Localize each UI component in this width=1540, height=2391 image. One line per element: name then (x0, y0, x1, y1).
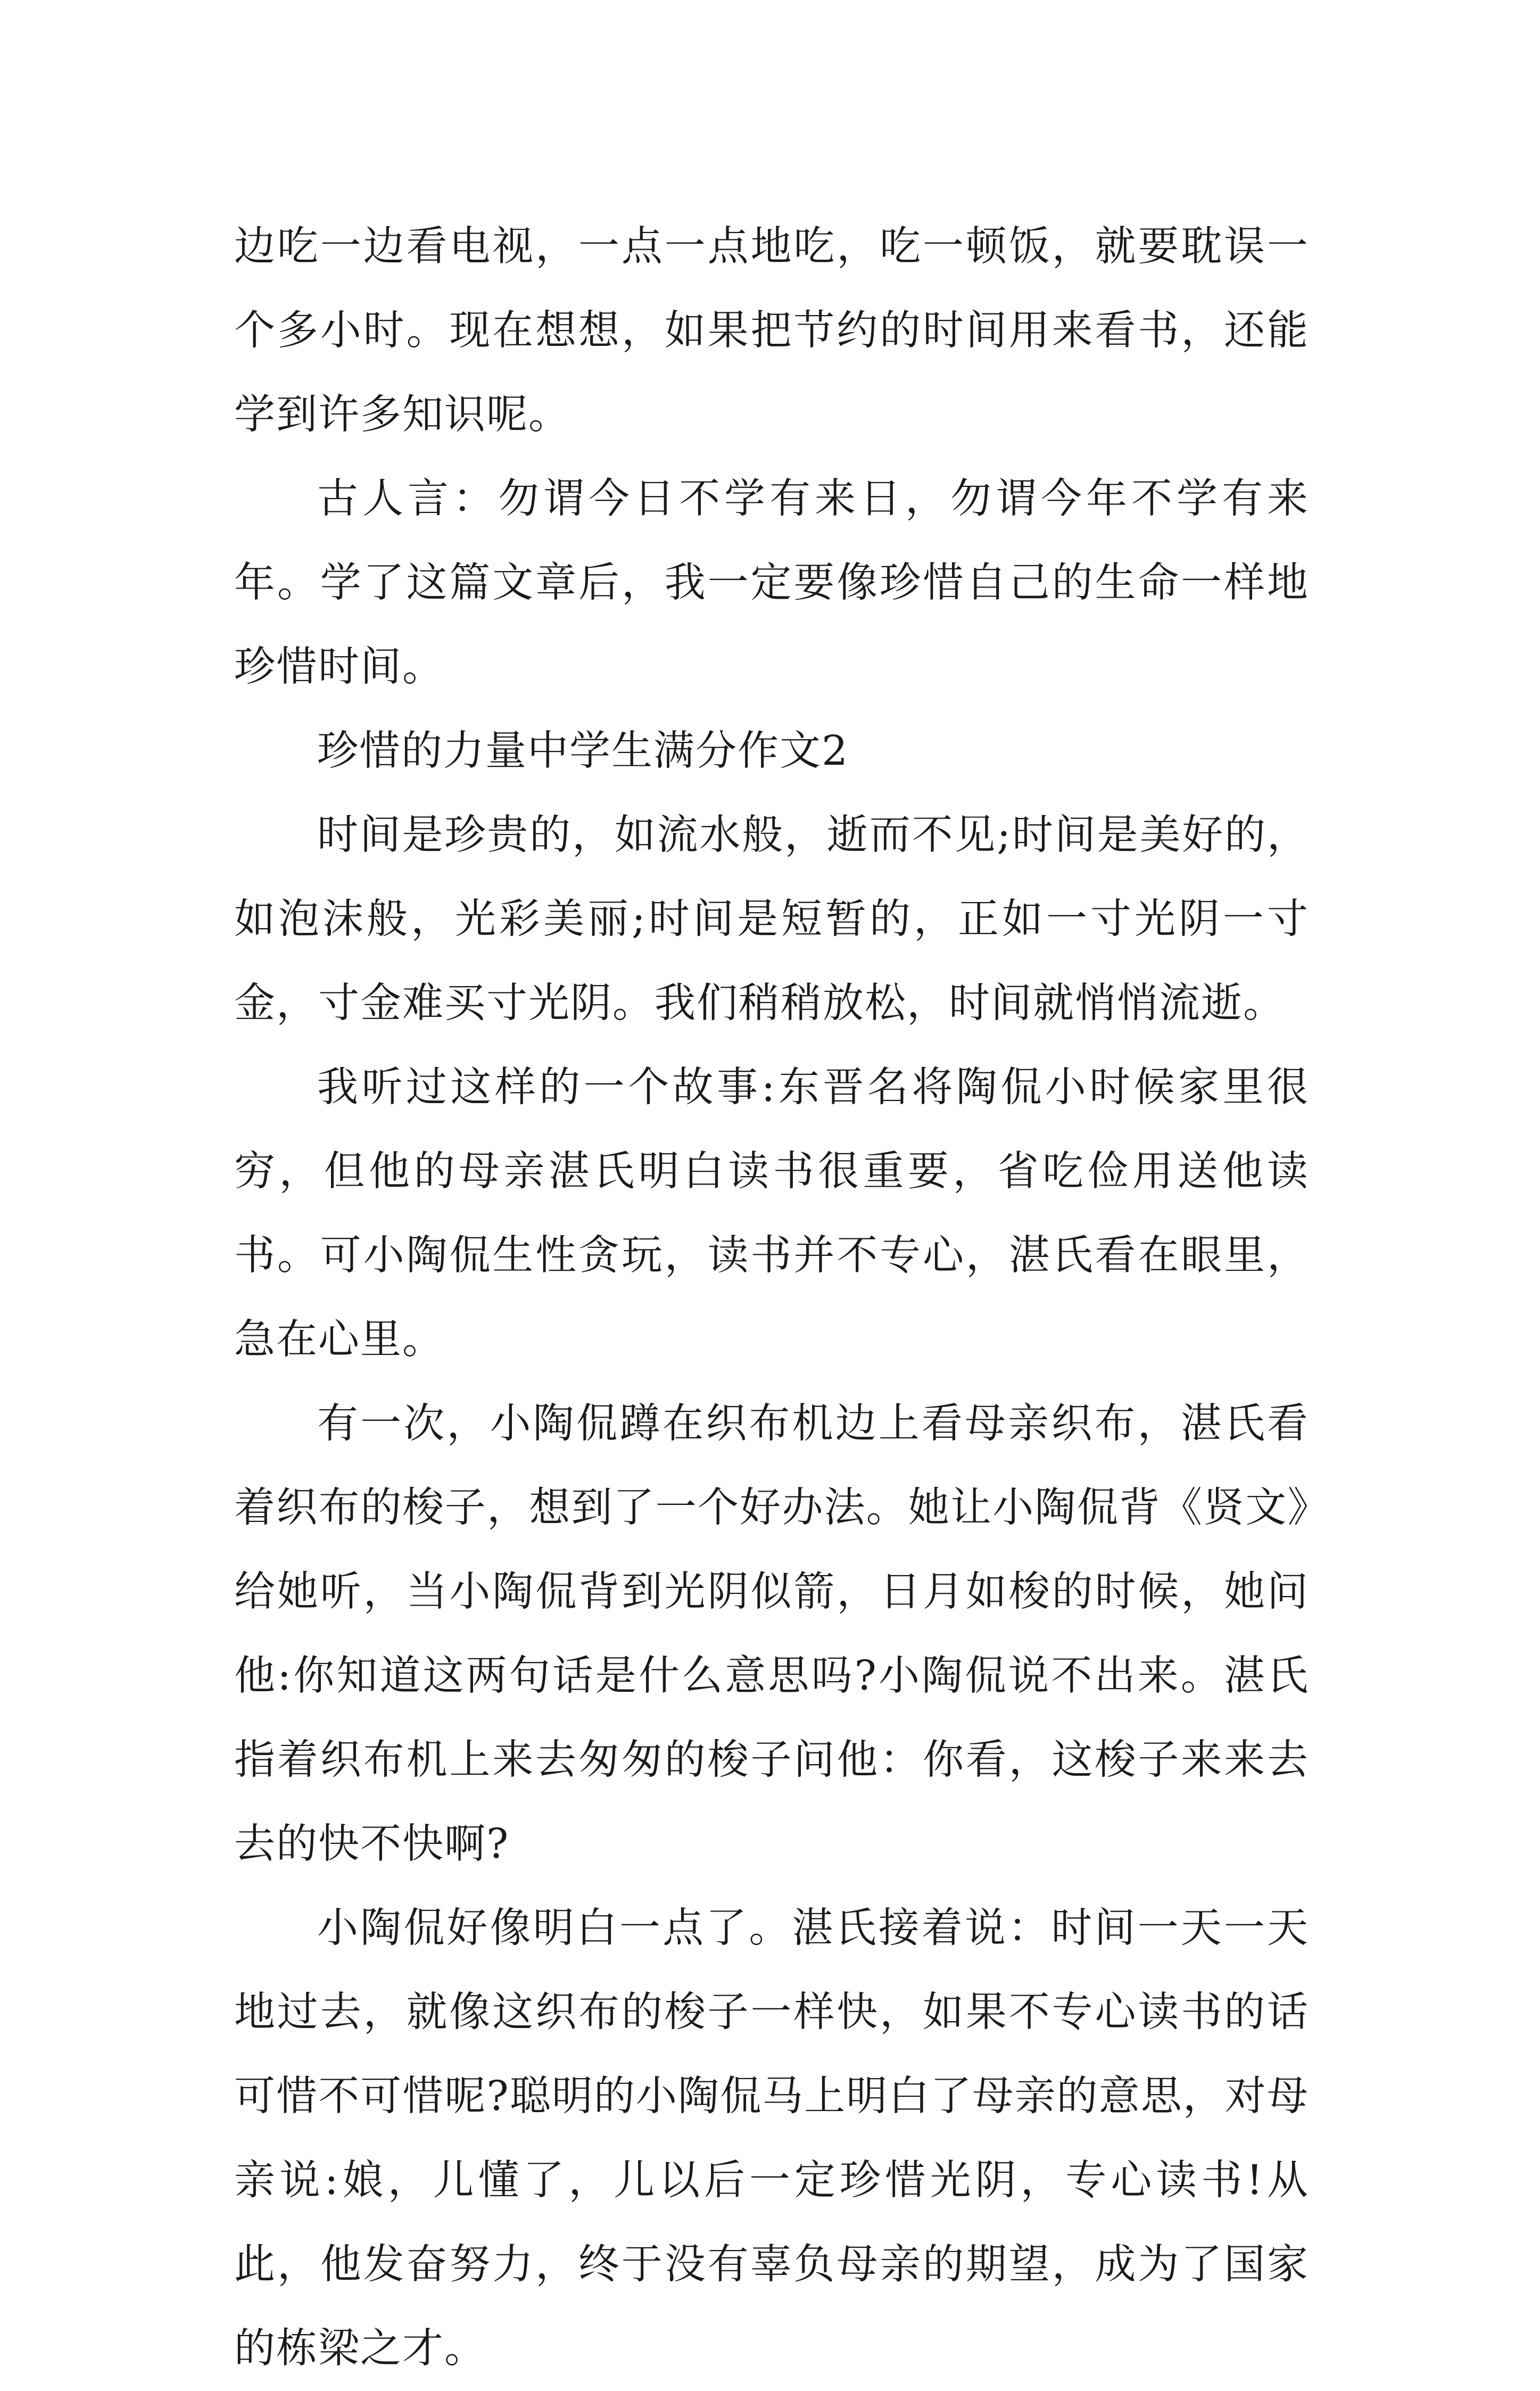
paragraph-intro: 时间是珍贵的，如流水般，逝而不见;时间是美好的，如泡沫般，光彩美丽;时间是短暂的，正如一寸光阴一寸金，寸金难买寸光阴。我们稍稍放松，时间就悄悄流逝。 (234, 812, 1309, 1027)
paragraph-conclusion: 古人言：勿谓今日不学有来日，勿谓今年不学有来年。学了这篇文章后，我一定要像珍惜自己的生命一样地珍惜时间。 (234, 475, 1309, 691)
paragraph-continued: 边吃一边看电视，一点一点地吃，吃一顿饭，就要耽误一个多小时。现在想想，如果把节约的时间用来看书，还能学到许多知识呢。 (234, 223, 1309, 439)
paragraph-story-end: 小陶侃好像明白一点了。湛氏接着说：时间一天一天地过去，就像这织布的梭子一样快，如果不专心读书的话可惜不可惜呢?聪明的小陶侃马上明白了母亲的意思，对母亲说:娘，儿懂了，儿以后一定珍惜光阴，专心读书!从此，他发奋努力，终于没有辜负母亲的期望，成为了国家的栋梁之才。 (234, 1905, 1309, 2372)
paragraph-story-middle: 有一次，小陶侃蹲在织布机边上看母亲织布，湛氏看着织布的梭子，想到了一个好办法。她让小陶侃背《贤文》给她听，当小陶侃背到光阴似箭，日月如梭的时候，她问他:你知道这两句话是什么意思吗?小陶侃说不出来。湛氏指着织布机上来去匆匆的梭子问他：你看，这梭子来来去去的快不快啊? (234, 1400, 1309, 1868)
section-title: 珍惜的力量中学生满分作文2 (317, 727, 849, 775)
document-body (234, 205, 1309, 2391)
paragraph-story-start: 我听过这样的一个故事:东晋名将陶侃小时候家里很穷，但他的母亲湛氏明白读书很重要，省吃俭用送他读书。可小陶侃生性贪玩，读书并不专心，湛氏看在眼里，急在心里。 (234, 1064, 1309, 1363)
